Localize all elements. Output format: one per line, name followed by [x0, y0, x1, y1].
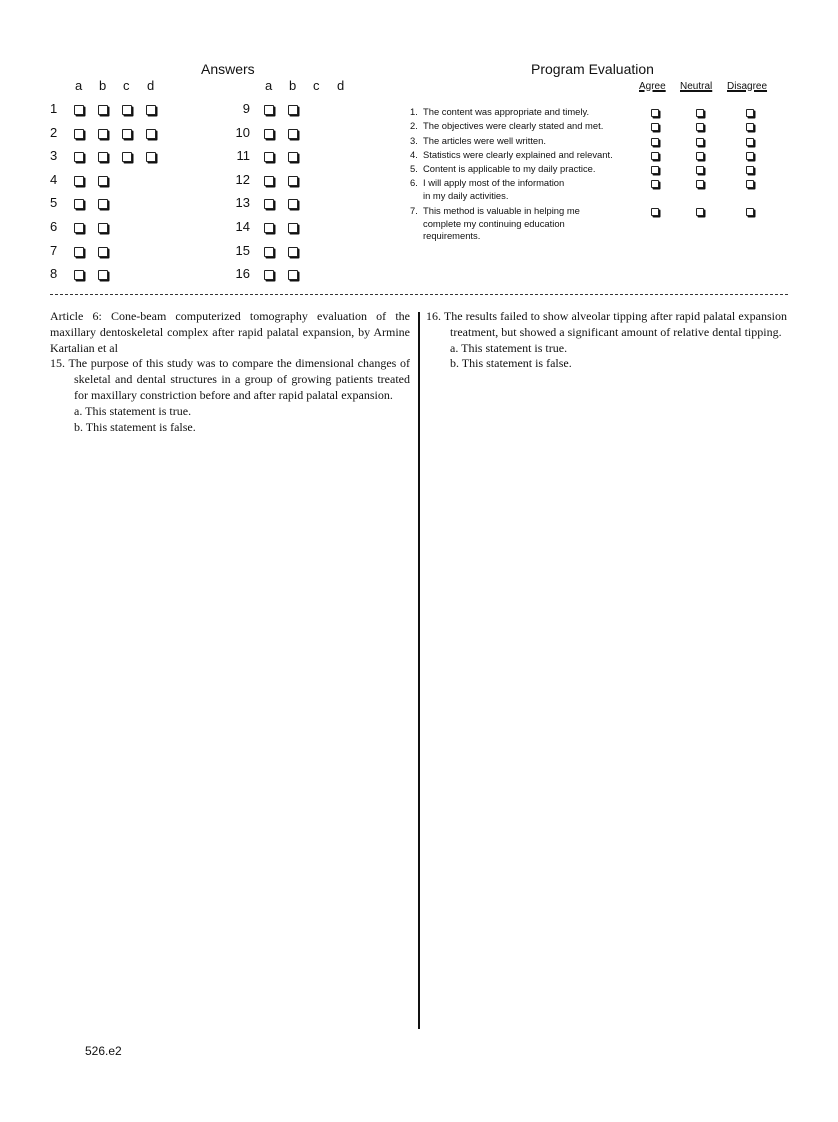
answer-checkbox-7-a[interactable]	[74, 247, 84, 257]
answer-checkbox-5-b[interactable]	[98, 199, 108, 209]
answer-checkbox-4-b[interactable]	[98, 176, 108, 186]
dashed-divider	[50, 294, 788, 295]
evaluation-checkbox-disagree[interactable]	[746, 109, 754, 117]
evaluation-item-text: The content was appropriate and timely.	[423, 106, 590, 117]
answer-checkbox-8-b[interactable]	[98, 270, 108, 280]
answer-checkbox-1-b[interactable]	[98, 105, 108, 115]
answer-checkbox-6-a[interactable]	[74, 223, 84, 233]
answer-checkbox-3-c[interactable]	[122, 152, 132, 162]
letter-d: d	[337, 78, 345, 93]
evaluation-checkbox-neutral[interactable]	[696, 180, 704, 188]
question-number: 7	[50, 242, 58, 258]
question-number: 16	[235, 266, 250, 282]
answer-checkbox-2-c[interactable]	[122, 129, 132, 139]
answer-checkbox-5-a[interactable]	[74, 199, 84, 209]
answers-title: Answers	[201, 61, 255, 77]
evaluation-item-text: The objectives were clearly stated and met.	[423, 120, 604, 131]
question-number: 11	[236, 148, 250, 164]
answer-checkbox-3-a[interactable]	[74, 152, 84, 162]
evaluation-checkbox-neutral[interactable]	[696, 208, 704, 216]
evaluation-checkbox-neutral[interactable]	[696, 123, 704, 131]
column-divider	[418, 312, 420, 1029]
letter-b: b	[289, 78, 297, 93]
answer-checkbox-14-b[interactable]	[288, 223, 298, 233]
column-neutral: Neutral	[680, 81, 713, 92]
evaluation-checkbox-agree[interactable]	[651, 208, 659, 216]
evaluation-checkbox-neutral[interactable]	[696, 152, 704, 160]
answer-checkbox-16-b[interactable]	[288, 270, 298, 280]
evaluation-item-number: 7.	[410, 205, 418, 216]
letter-c: c	[313, 78, 320, 93]
evaluation-item-number: 1.	[410, 106, 418, 117]
evaluation-checkbox-disagree[interactable]	[746, 152, 754, 160]
evaluation-item-number: 5.	[410, 163, 418, 174]
question-number: 4	[50, 171, 58, 187]
letter-a: a	[265, 78, 273, 93]
question-15-option-a: a. This statement is true.	[74, 403, 192, 418]
answer-checkbox-1-c[interactable]	[122, 105, 132, 115]
evaluation-item-text: This method is valuable in helping me	[423, 205, 580, 216]
evaluation-checkbox-agree[interactable]	[651, 109, 659, 117]
letter-b: b	[99, 78, 107, 93]
evaluation-item-number: 4.	[410, 149, 418, 160]
left-column	[50, 309, 410, 435]
answer-checkbox-9-b[interactable]	[288, 105, 298, 115]
answer-checkbox-15-a[interactable]	[264, 247, 274, 257]
evaluation-checkbox-disagree[interactable]	[746, 138, 754, 146]
evaluation-checkbox-disagree[interactable]	[746, 123, 754, 131]
question-number: 13	[235, 195, 250, 211]
answer-checkbox-2-a[interactable]	[74, 129, 84, 139]
letter-d: d	[147, 78, 155, 93]
column-disagree: Disagree	[727, 81, 768, 92]
evaluation-checkbox-agree[interactable]	[651, 123, 659, 131]
evaluation-checkbox-disagree[interactable]	[746, 180, 754, 188]
answer-checkbox-16-a[interactable]	[264, 270, 274, 280]
answer-checkbox-1-d[interactable]	[146, 105, 156, 115]
answer-checkbox-2-d[interactable]	[146, 129, 156, 139]
evaluation-item-text: Statistics were clearly explained and relevant.	[423, 149, 613, 160]
answer-checkbox-10-a[interactable]	[264, 129, 274, 139]
answer-checkbox-13-a[interactable]	[264, 199, 274, 209]
question-number: 1	[50, 101, 58, 116]
question-number: 6	[50, 219, 58, 234]
evaluation-checkbox-agree[interactable]	[651, 152, 659, 160]
answer-checkbox-3-d[interactable]	[146, 152, 156, 162]
answer-checkbox-14-a[interactable]	[264, 223, 274, 233]
answer-checkbox-9-a[interactable]	[264, 105, 274, 115]
question-number: 3	[50, 148, 58, 164]
evaluation-checkbox-agree[interactable]	[651, 180, 659, 188]
letter-c: c	[123, 78, 130, 93]
evaluation-checkbox-neutral[interactable]	[696, 138, 704, 146]
answer-checkbox-7-b[interactable]	[98, 247, 108, 257]
evaluation-checkbox-agree[interactable]	[651, 166, 659, 174]
answer-checkbox-12-b[interactable]	[288, 176, 298, 186]
evaluation-checkbox-agree[interactable]	[651, 138, 659, 146]
answer-checkbox-12-a[interactable]	[264, 176, 274, 186]
question-15: 15. The purpose of this study was to compare the dimensional changes of skeletal and dental structures in a group of growing patients treated for maxillary constriction before and after rapid palatal expansion.	[50, 356, 410, 402]
right-column	[426, 309, 787, 372]
answer-checkbox-11-b[interactable]	[288, 152, 298, 162]
answer-checkbox-6-b[interactable]	[98, 223, 108, 233]
evaluation-item-text: The articles were well written.	[423, 135, 546, 146]
answer-checkbox-15-b[interactable]	[288, 247, 298, 257]
page-number: 526.e2	[85, 1044, 122, 1058]
answer-checkbox-13-b[interactable]	[288, 199, 298, 209]
evaluation-item-text: I will apply most of the information	[423, 177, 565, 188]
answer-checkbox-11-a[interactable]	[264, 152, 274, 162]
answer-checkbox-10-b[interactable]	[288, 129, 298, 139]
answer-checkbox-1-a[interactable]	[74, 105, 84, 115]
question-number: 15	[235, 242, 250, 258]
column-agree: Agree	[639, 81, 666, 92]
evaluation-item-text: in my daily activities.	[423, 189, 509, 201]
question-number: 14	[235, 219, 250, 234]
question-number: 10	[235, 124, 250, 140]
question-number: 2	[50, 124, 58, 140]
letter-a: a	[75, 78, 83, 93]
evaluation-item-text: requirements.	[423, 230, 481, 241]
question-number: 12	[235, 171, 250, 187]
evaluation-title: Program Evaluation	[531, 61, 654, 77]
question-number: 9	[242, 101, 250, 116]
evaluation-checkbox-neutral[interactable]	[696, 166, 704, 174]
question-16-option-b: b. This statement is false.	[450, 356, 572, 371]
evaluation-item-number: 3.	[410, 135, 418, 146]
article-heading: Article 6: Cone-beam computerized tomography evaluation of the maxillary dentoskeletal complex after rapid palatal expansion, by Armine Kartalian et al	[50, 309, 410, 355]
evaluation-item-number: 6.	[410, 177, 418, 188]
question-15-option-b: b. This statement is false.	[74, 419, 196, 434]
answer-checkbox-8-a[interactable]	[74, 270, 84, 280]
evaluation-checkbox-disagree[interactable]	[746, 166, 754, 174]
evaluation-item-text: Content is applicable to my daily practice.	[423, 163, 596, 174]
question-16: 16. The results failed to show alveolar tipping after rapid palatal expansion treatment, but showed a significant amount of relative dental tipping.	[426, 309, 787, 339]
evaluation-checkbox-neutral[interactable]	[696, 109, 704, 117]
question-number: 5	[50, 195, 58, 211]
evaluation-item-text: complete my continuing education	[423, 217, 565, 229]
answer-checkbox-3-b[interactable]	[98, 152, 108, 162]
evaluation-item-number: 2.	[410, 120, 418, 131]
question-16-option-a: a. This statement is true.	[450, 340, 568, 355]
answer-checkbox-2-b[interactable]	[98, 129, 108, 139]
answer-checkbox-4-a[interactable]	[74, 176, 84, 186]
question-number: 8	[50, 266, 58, 282]
evaluation-checkbox-disagree[interactable]	[746, 208, 754, 216]
